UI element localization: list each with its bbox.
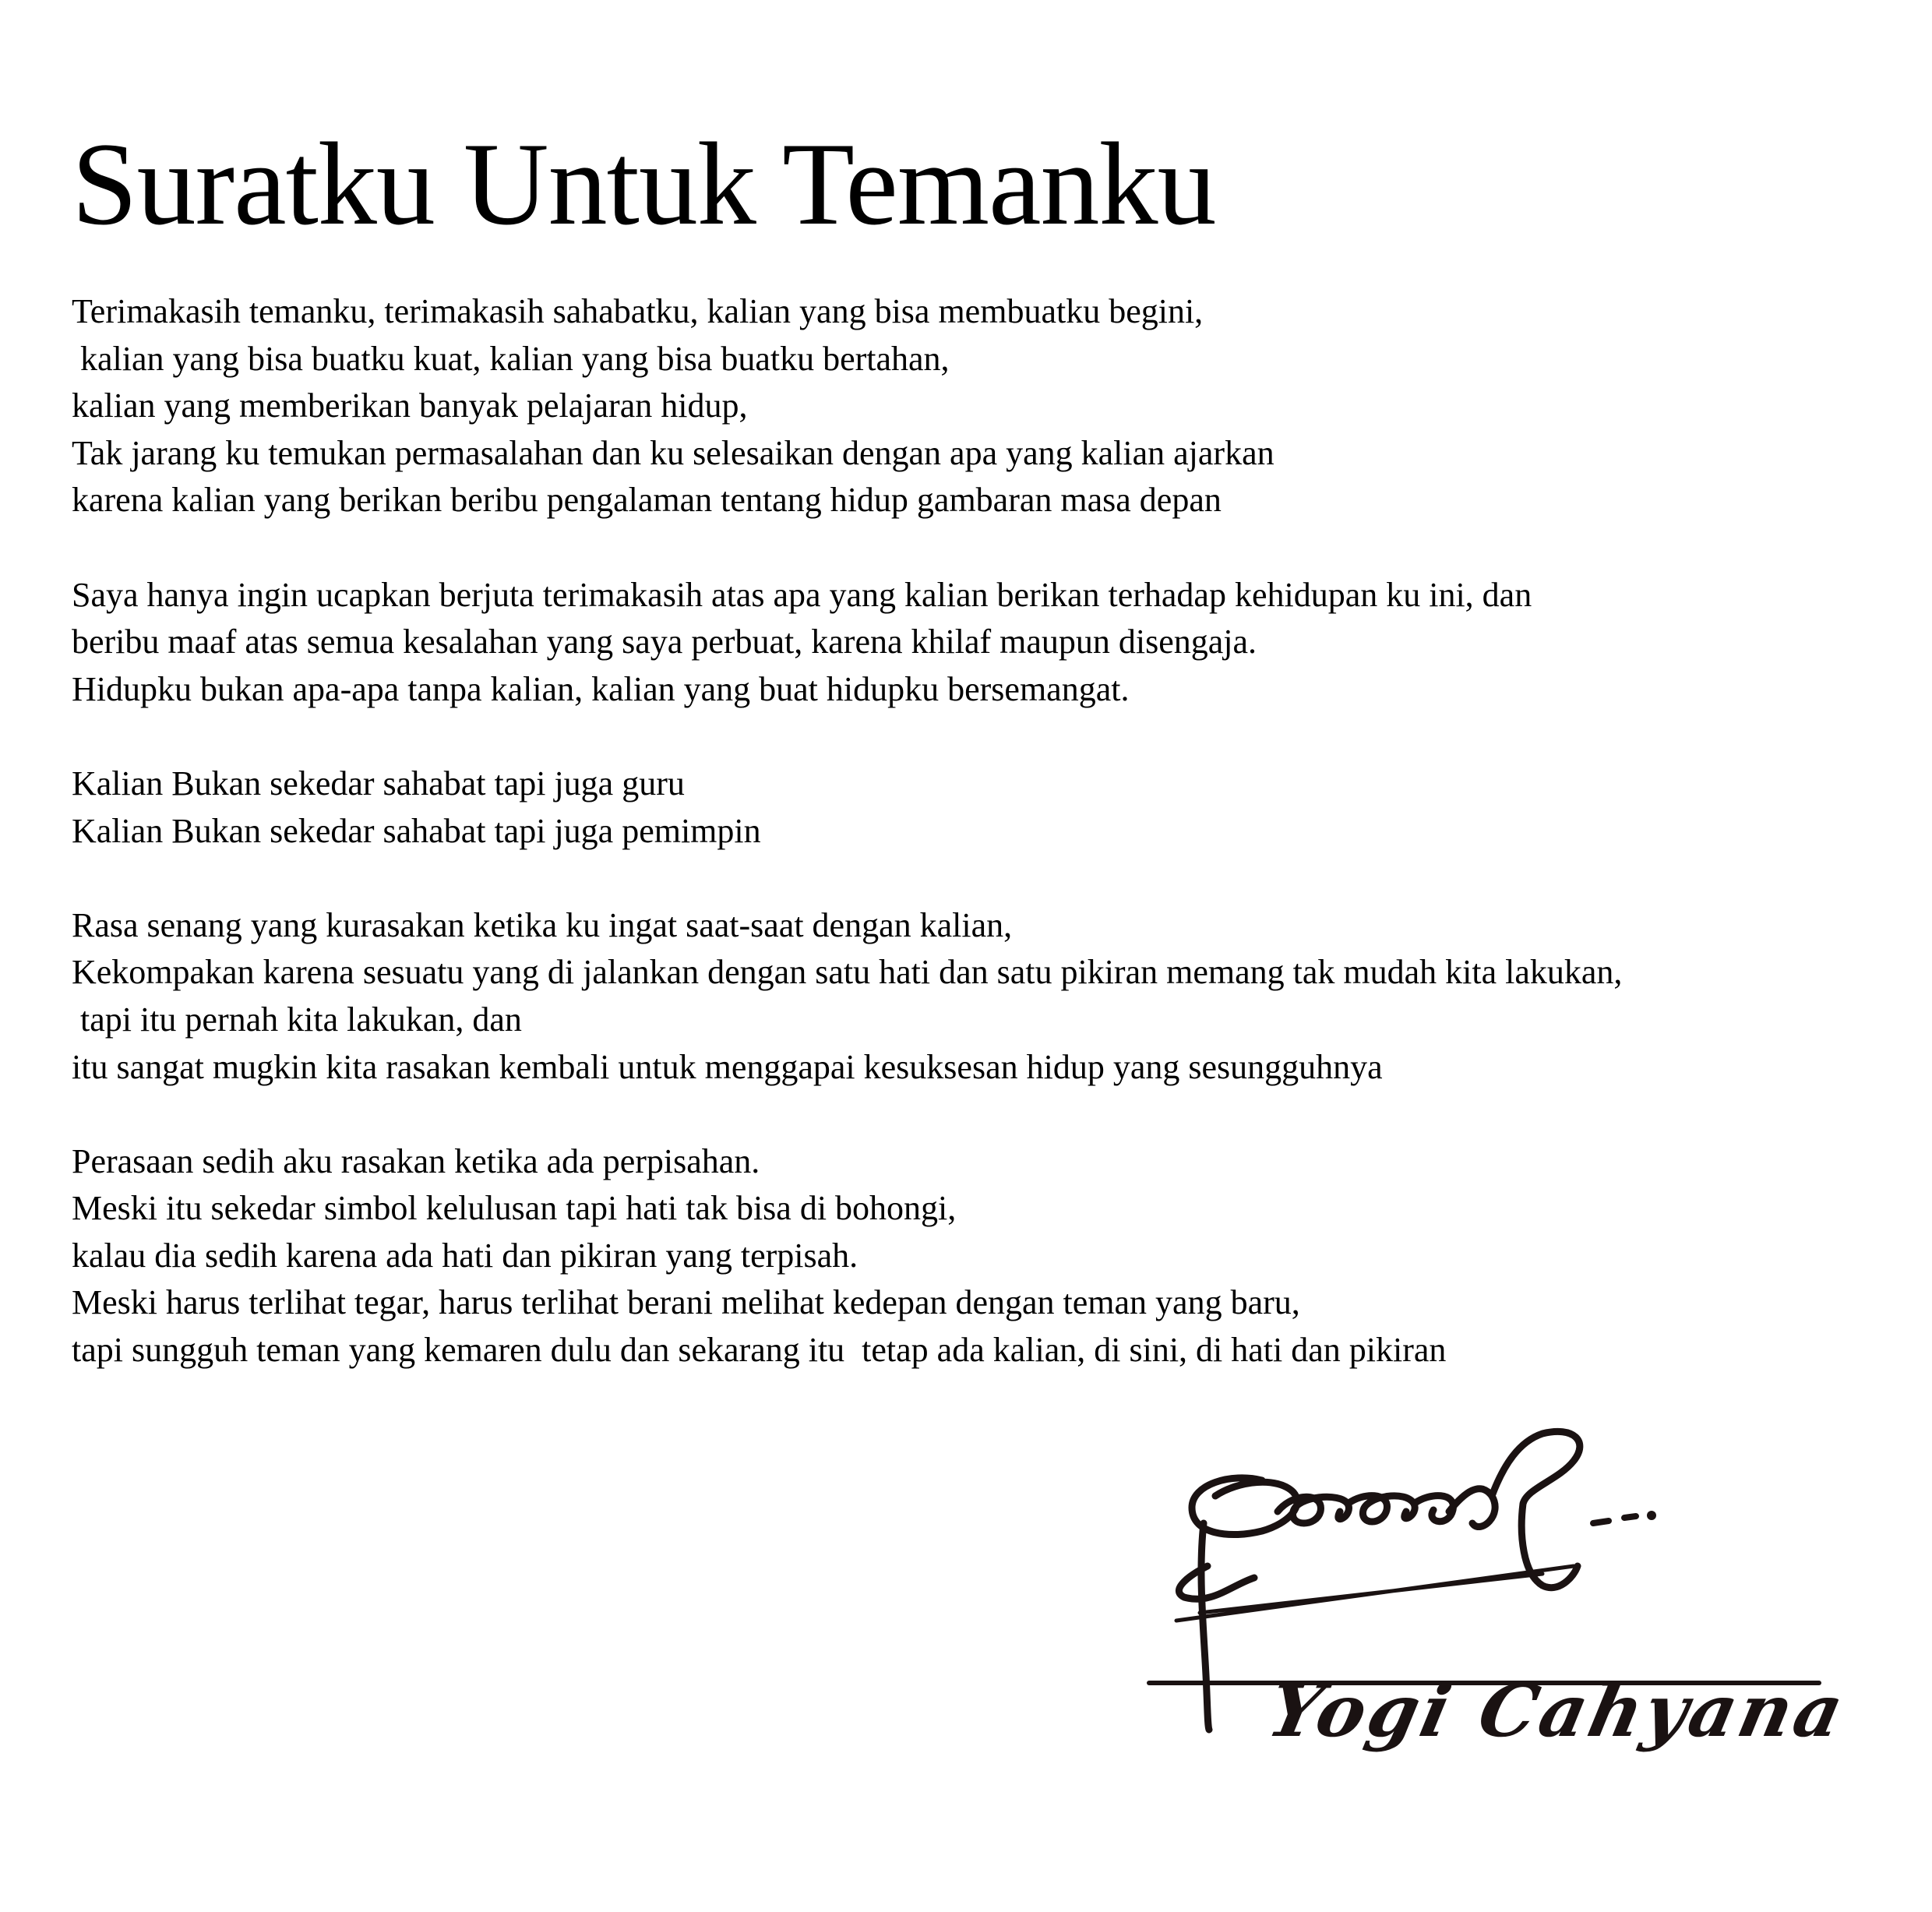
text-line: beribu maaf atas semua kesalahan yang saya perbuat, karena khilaf maupun disengaja. (72, 623, 1257, 661)
text-line: Rasa senang yang kurasakan ketika ku ingat saat-saat dengan kalian, (72, 905, 1013, 944)
paragraph (72, 760, 1887, 855)
text-line: Tak jarang ku temukan permasalahan dan ku selesaikan dengan apa yang kalian ajarkan (72, 433, 1274, 472)
text-line: Kalian Bukan sekedar sahabat tapi juga pemimpin (72, 811, 761, 850)
signature (1137, 1418, 1854, 1792)
text-line: Perasaan sedih aku rasakan ketika ada perpisahan. (72, 1141, 760, 1180)
paragraph (72, 288, 1887, 524)
signature-dot (1647, 1511, 1656, 1520)
text-line: Meski itu sekedar simbol kelulusan tapi hati tak bisa di bohongi, (72, 1189, 957, 1228)
text-line: kalau dia sedih karena ada hati dan pikiran yang terpisah. (72, 1236, 858, 1275)
page-title: Suratku Untuk Temanku (72, 118, 1216, 249)
text-line: Kalian Bukan sekedar sahabat tapi juga guru (72, 764, 685, 803)
text-line: kalian yang memberikan banyak pelajaran hidup, (72, 386, 748, 425)
paragraph (72, 572, 1887, 714)
text-line: Hidupku bukan apa-apa tanpa kalian, kalian yang buat hidupku bersemangat. (72, 669, 1130, 708)
signature-dots (1593, 1516, 1636, 1523)
text-line: tapi itu pernah kita lakukan, dan (72, 1000, 522, 1039)
text-line: kalian yang bisa buatku kuat, kalian yang bisa buatku bertahan, (72, 339, 950, 378)
letter-body (72, 288, 1887, 1374)
paragraph (72, 1138, 1887, 1374)
text-line: Terimakasih temanku, terimakasih sahabatku, kalian yang bisa membuatku begini, (72, 292, 1204, 330)
text-line: tapi sungguh teman yang kemaren dulu dan sekarang itu tetap ada kalian, di sini, di hati dan pikiran (72, 1331, 1447, 1370)
signature-slash (1176, 1566, 1574, 1621)
text-line: Saya hanya ingin ucapkan berjuta terimakasih atas apa yang kalian berikan terhadap kehidupan ku ini, dan (72, 575, 1532, 614)
text-line: itu sangat mugkin kita rasakan kembali untuk menggapai kesuksesan hidup yang sesungguhnya (72, 1047, 1383, 1086)
paragraph (72, 902, 1887, 1091)
text-line: Meski harus terlihat tegar, harus terlihat berani melihat kedepan dengan teman yang baru, (72, 1283, 1300, 1322)
text-line: Kekompakan karena sesuatu yang di jalankan dengan satu hati dan satu pikiran memang tak mudah kita lakukan, (72, 953, 1623, 992)
text-line: karena kalian yang berikan beribu pengalaman tentang hidup gambaran masa depan (72, 481, 1222, 520)
signature-name: Yogi Cahyana (1260, 1669, 1854, 1753)
